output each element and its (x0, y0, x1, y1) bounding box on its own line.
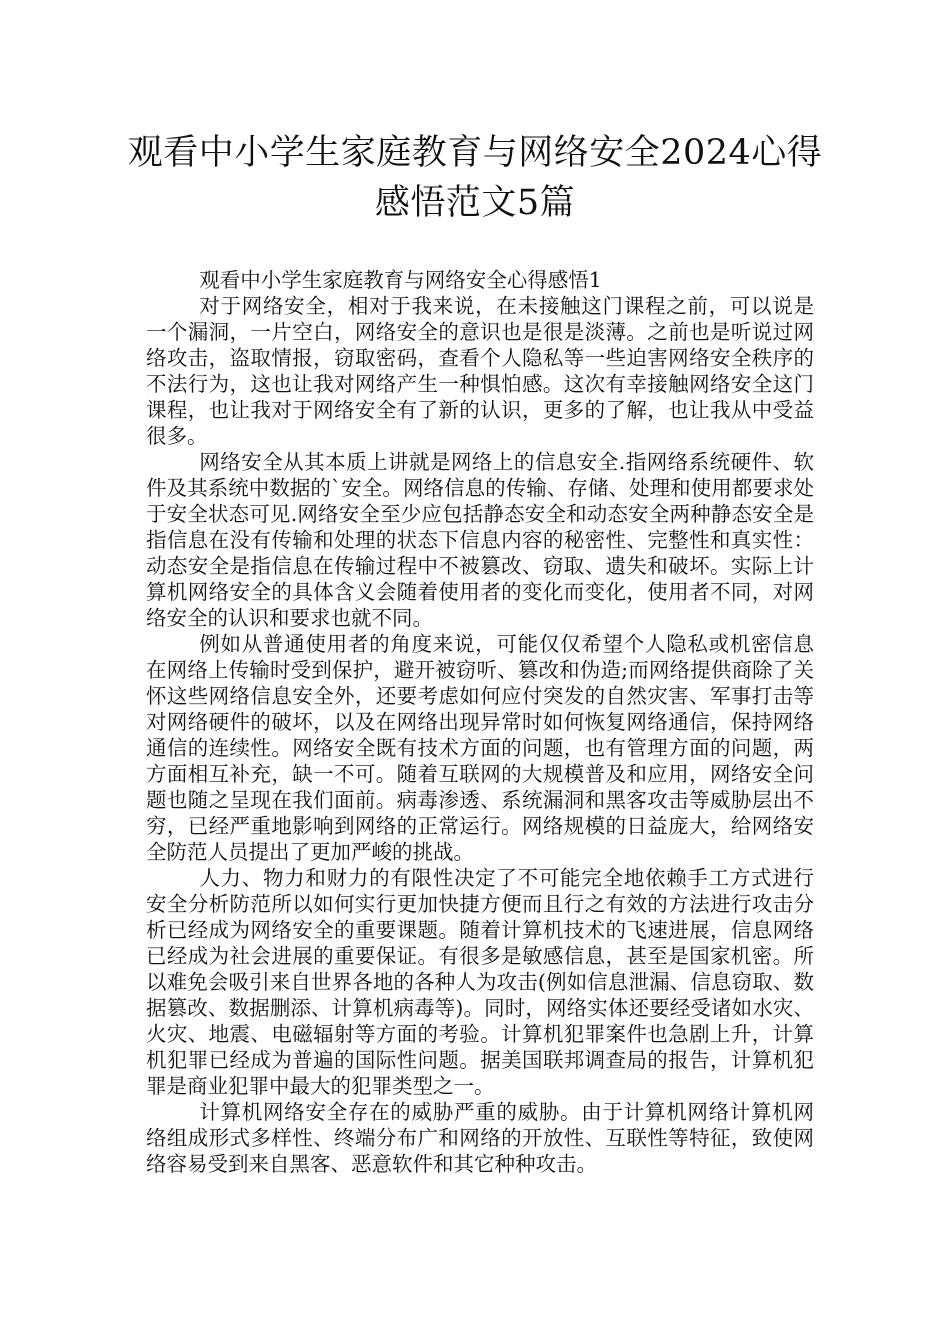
document-body (146, 267, 814, 1177)
paragraph-5: 计算机网络安全存在的威胁严重的威胁。由于计算机网络计算机网络组成形式多样性、终端分布广和网络的开放性、互联性等特征，致使网络容易受到来自黑客、恶意软件和其它种种攻击。 (146, 1100, 814, 1176)
paragraph-1: 对于网络安全，相对于我来说，在未接触这门课程之前，可以说是一个漏洞，一片空白，网络安全的意识也是很是淡薄。之前也是听说过网络攻击，盗取情报，窃取密码，查看个人隐私等一些迫害网络安全秩序的不法行为，这也让我对网络产生一种惧怕感。这次有幸接触网络安全这门课程，也让我对于网络安全有了新的认识，更多的了解，也让我从中受益很多。 (146, 294, 814, 448)
paragraph-4: 人力、物力和财力的有限性决定了不可能完全地依赖手工方式进行安全分析防范所以如何实行更加快捷方便而且行之有效的方法进行攻击分析已经成为网络安全的重要课题。随着计算机技术的飞速进展，信息网络已经成为社会进展的重要保证。有很多是敏感信息，甚至是国家机密。所以难免会吸引来自世界各地的各种人为攻击(例如信息泄漏、信息窃取、数据篡改、数据删添、计算机病毒等)。同时，网络实体还要经受诸如水灾、火灾、地震、电磁辐射等方面的考验。计算机犯罪案件也急剧上升，计算机犯罪已经成为普遍的国际性问题。据美国联邦调查局的报告，计算机犯罪是商业犯罪中最大的犯罪类型之一。 (146, 866, 814, 1098)
paragraph-2: 网络安全从其本质上讲就是网络上的信息安全.指网络系统硬件、软件及其系统中数据的`安全。网络信息的传输、存储、处理和使用都要求处于安全状态可见.网络安全至少应包括静态安全和动态安全两种静态安全是指信息在没有传输和处理的状态下信息内容的秘密性、完整性和真实性：动态安全是指信息在传输过程中不被篡改、窃取、遗失和破坏。实际上计算机网络安全的具体含义会随着使用者的变化而变化，使用者不同，对网络安全的认识和要求也就不同。 (146, 450, 814, 630)
document-title: 观看中小学生家庭教育与网络安全2024心得感悟范文5篇 (127, 133, 823, 223)
section-subheading: 观看中小学生家庭教育与网络安全心得感悟1 (199, 268, 602, 292)
paragraph-3: 例如从普通使用者的角度来说，可能仅仅希望个人隐私或机密信息在网络上传输时受到保护，避开被窃听、篡改和伪造;而网络提供商除了关怀这些网络信息安全外，还要考虑如何应付突发的自然灾害、军事打击等对网络硬件的破坏，以及在网络出现异常时如何恢复网络通信，保持网络通信的连续性。网络安全既有技术方面的问题，也有管理方面的问题，两方面相互补充，缺一不可。随着互联网的大规模普及和应用，网络安全问题也随之呈现在我们面前。病毒渗透、系统漏洞和黑客攻击等威胁层出不穷，已经严重地影响到网络的正常运行。网络规模的日益庞大，给网络安全防范人员提出了更加严峻的挑战。 (146, 632, 814, 864)
